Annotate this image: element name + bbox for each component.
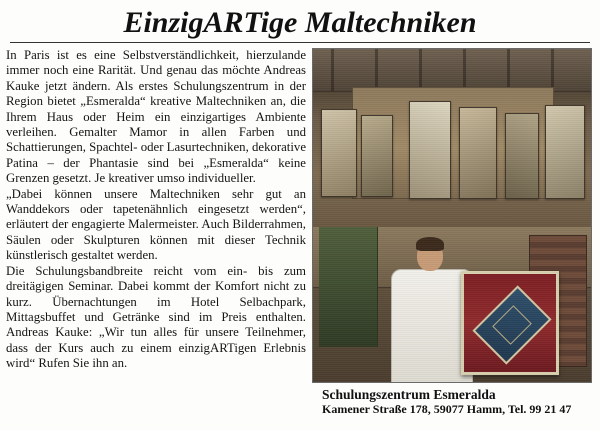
ceiling-beam — [551, 49, 554, 91]
article-body-column — [6, 48, 312, 372]
ceiling-beam — [331, 49, 334, 91]
article-paragraph: Die Schulungsbandbreite reicht vom ein- bis zum dreitägigen Seminar. Dabei kommt der Komfort nicht zu kurz. Übernachtungen im Hotel Selbachpark, Mittagsbuffet und Getränke sind im Preis enthalten. Andreas Kauke: „Wir tun alles für unsere Teilnehmer, dass der Kurs auch zu einem einzigARTigen Erlebnis wird“ Rufen Sie ihn an. — [6, 263, 306, 371]
page-title: EinzigARTige Maltechniken — [123, 6, 477, 39]
photo-lower-scene — [313, 227, 591, 382]
green-drape — [319, 227, 378, 347]
ceiling-beam — [375, 49, 378, 91]
article-content — [6, 48, 594, 416]
sample-panel — [545, 105, 585, 199]
person-hair — [416, 237, 444, 251]
sample-panel — [505, 113, 539, 199]
photo-address: Kamener Straße 178, 59077 Hamm, Tel. 99 21 47 — [322, 402, 572, 416]
ceiling — [313, 49, 591, 92]
photo-caption: Schulungszentrum Esmeralda — [322, 387, 496, 402]
sample-panel — [361, 115, 393, 197]
diamond-motif — [472, 285, 551, 364]
ceiling-beam — [463, 49, 466, 91]
floor — [313, 193, 591, 227]
article-paragraph: In Paris ist es eine Selbstverständlichkeit, hierzulande immer noch eine Rarität. Und genau das möchte Andreas Kauke jetzt ändern. Als erstes Schulungszentrum in der Region bietet „Esmeralda“ kreative Maltechniken an, die Ihrem Haus oder Heim ein einzigartiges Ambiente verleihen. Gemalter Mamor in allen Farben und Schattierungen, Spachtel- oder Lasurtechniken, dekorative Patina – der Phantasie sind bei „Esmeralda“ keine Grenzen gesetzt. Je kreativer umso individueller. — [6, 48, 306, 186]
ceiling-beam — [419, 49, 422, 91]
sample-panel — [409, 101, 451, 199]
held-sample-panel — [461, 271, 559, 375]
sample-panel — [459, 107, 497, 199]
photo-upper-scene — [313, 49, 591, 227]
training-center-photo — [312, 48, 592, 383]
ceiling-beam — [507, 49, 510, 91]
sample-panel — [321, 109, 357, 197]
article-photo-column — [312, 48, 594, 416]
headline-divider — [10, 42, 590, 43]
article-paragraph: „Dabei können unsere Maltechniken sehr gut an Wanddekors oder tapetenähnlich eingesetzt werden“, erläutert der engagierte Malermeister. Auch Bilderrahmen, Säulen oder Skulpturen können mit dieser Technik künstlerisch gestaltet werden. — [6, 186, 306, 263]
